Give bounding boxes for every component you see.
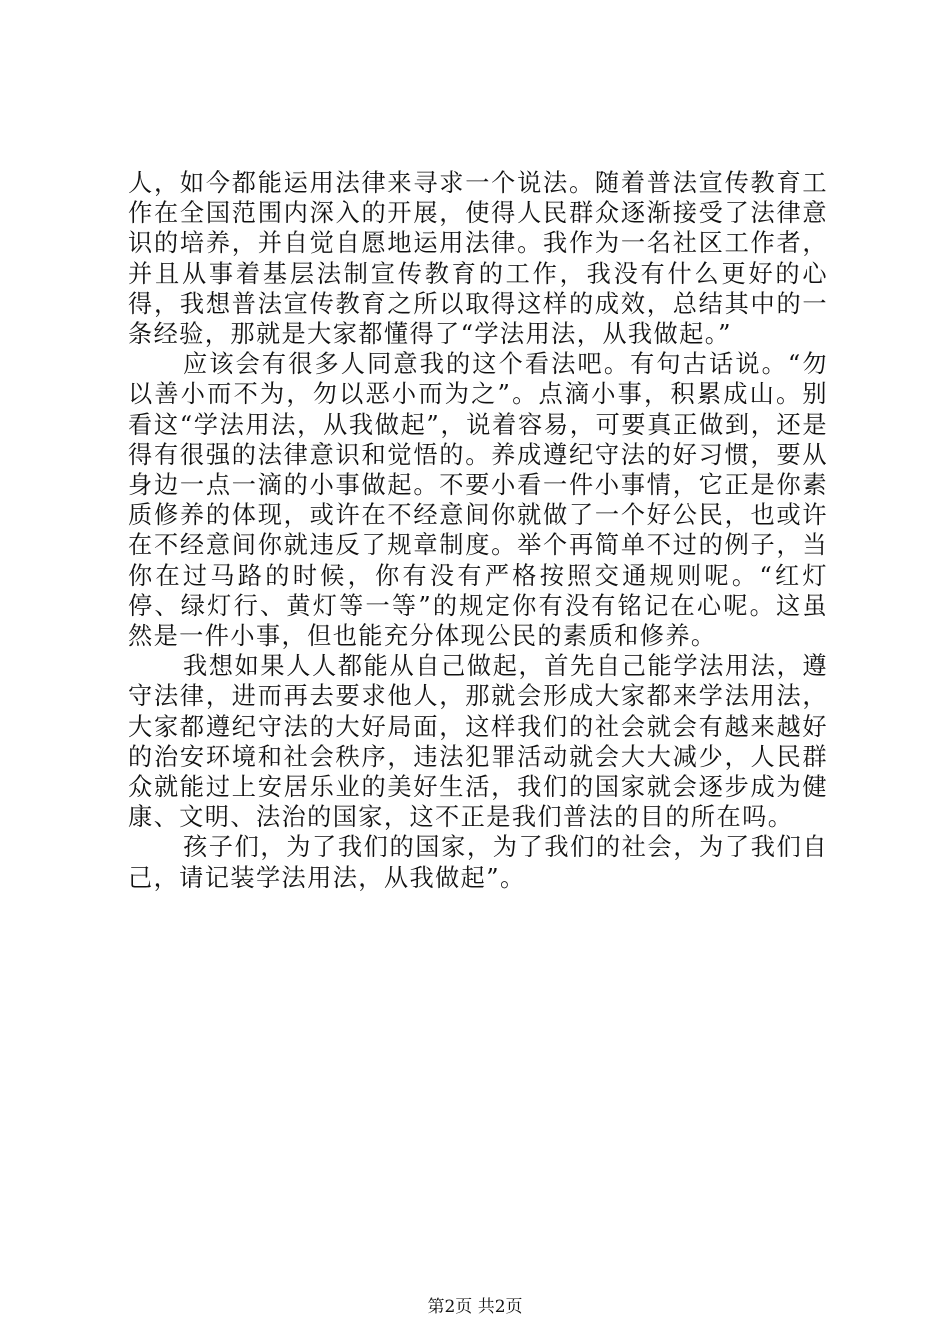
document-body [128, 168, 828, 893]
paragraph-4: 孩子们，为了我们的国家，为了我们的社会，为了我们自己，请记装学法用法，从我做起”。 [128, 833, 828, 892]
paragraph-3: 我想如果人人都能从自己做起，首先自己能学法用法，遵守法律，进而再去要求他人，那就会形成大家都来学法用法，大家都遵纪守法的大好局面，这样我们的社会就会有越来越好的治安环境和社会秩序，违法犯罪活动就会大大减少，人民群众就能过上安居乐业的美好生活，我们的国家就会逐步成为健康、文明、法治的国家，这不正是我们普法的目的所在吗。 [128, 652, 828, 832]
paragraph-1: 人，如今都能运用法律来寻求一个说法。随着普法宣传教育工作在全国范围内深入的开展，使得人民群众逐渐接受了法律意识的培养，并自觉自愿地运用法律。我作为一名社区工作者，并且从事着基层法制宣传教育的工作，我没有什么更好的心得，我想普法宣传教育之所以取得这样的成效，总结其中的一条经验，那就是大家都懂得了“学法用法，从我做起。” [128, 169, 828, 349]
page-number-footer: 第2页 共2页 [427, 1297, 523, 1317]
paragraph-2: 应该会有很多人同意我的这个看法吧。有句古话说。“勿以善小而不为，勿以恶小而为之”。点滴小事，积累成山。别看这“学法用法，从我做起”，说着容易，可要真正做到，还是得有很强的法律意识和觉悟的。养成遵纪守法的好习惯，要从身边一点一滴的小事做起。不要小看一件小事情，它正是你素质修养的体现，或许在不经意间你就做了一个好公民，也或许在不经意间你就违反了规章制度。举个再简单不过的例子，当你在过马路的时候，你有没有严格按照交通规则呢。“红灯停、绿灯行、黄灯等一等”的规定你有没有铭记在心呢。这虽然是一件小事，但也能充分体现公民的素质和修养。 [128, 350, 828, 651]
